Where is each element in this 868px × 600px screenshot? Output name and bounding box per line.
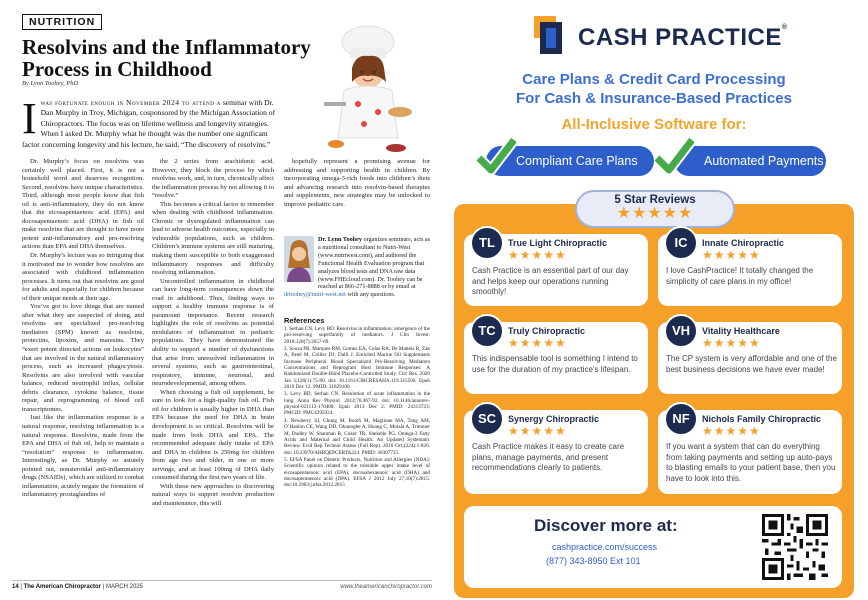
review-practice-name: Truly Chiropractic bbox=[508, 326, 586, 336]
author-bio-tail: with any questions. bbox=[347, 291, 396, 299]
publication-name: The American Chiropractor bbox=[23, 584, 102, 590]
paragraph: This becomes a critical factor to remember when dealing with childhood inflammation. Chronic or dysregulated inflammation can lead to adverse health outcomes, especially in vulnerable populations, such as children. Children’s immune systems are still maturing, making them susceptible to both exaggerated inflammatory responses and difficulty resolving inflammation. bbox=[152, 200, 274, 277]
author-name: Dr. Lynn Toohey bbox=[318, 236, 362, 243]
ad-subhead: All-Inclusive Software for: bbox=[561, 116, 747, 133]
cash-practice-ad bbox=[440, 0, 868, 600]
review-initials: SC bbox=[470, 402, 504, 436]
review-text: This indispensable tool is something I intend to use for the duration of my practice's lifespan. bbox=[472, 354, 638, 374]
brand-name: CASH PRACTICE bbox=[578, 24, 782, 51]
review-practice-name: Vitality Healthcare bbox=[702, 326, 780, 336]
byline: By Lynn Toohey, PhD bbox=[22, 80, 79, 87]
discover-title: Discover more at: bbox=[534, 516, 678, 535]
references-heading: References bbox=[284, 316, 325, 325]
review-stars: ★★★★★ bbox=[702, 336, 761, 350]
author-bio-text: organizes seminars, acts as a nutritional consultant to Nutri-West (www.nutriwest.com), and authored the Functional Health Evaluation program that analyzes blood tests and DNA raw data (www.FHEcloud.com). Dr. Toohey can be reached at 866-271-8888 or by email at bbox=[318, 236, 431, 291]
review-practice-name: Innate Chiropractic bbox=[702, 238, 785, 248]
author-photo bbox=[284, 236, 314, 282]
discover-url[interactable]: cashpractice.com/success bbox=[552, 542, 658, 552]
paragraph: Dr. Murphy’s focus on resolvins was certainly well placed. First, it is not a household word and deserves recognition. Second, resolvins have unique characteristics. Third, although most people know that fish oil is anti-inflammatory, they do not know that the eicosapentaenoic acid (EPA) and docosapentaenoic acid (DHA) in fish oil make resolvins that are thought to have more potent anti-inflammatory and pro-resolving actions than EPA and DHA themselves. bbox=[22, 158, 144, 251]
review-card bbox=[464, 322, 648, 394]
review-stars: ★★★★★ bbox=[508, 248, 567, 262]
drop-cap: I bbox=[22, 94, 37, 143]
headline-line-2: For Cash & Insurance-Based Practices bbox=[516, 90, 792, 107]
article-column-3 bbox=[284, 158, 430, 209]
article-title: Resolvins and the Inflammatory Process in Childhood bbox=[22, 35, 311, 81]
review-card bbox=[658, 410, 842, 494]
paragraph: Uncontrolled inflammation in childhood can have long-term consequences down the road in adulthood. Thus, finding ways to support a healthy immune response is of paramount importance. Recent research highlights the role of resolvins as potential modulators of inflammation in pediatric populations. They have demonstrated the ability to support a number of dysfunctions that arise from unresolved inflammation in several systems, such as gastrointestinal, respiratory, immune, neuronal, and neurodevelopmental, among others. bbox=[152, 277, 274, 388]
ad-headline bbox=[440, 70, 868, 108]
brand-registered-mark: ® bbox=[781, 24, 788, 31]
feature-pill-payments bbox=[674, 146, 826, 176]
page-footer bbox=[12, 580, 432, 592]
review-card bbox=[658, 234, 842, 306]
paragraph: You’ve got to love things that are named after what they are suspected of doing, and resolvins are specialized pro-resolving mediators (SPM) known as resolvins, protectins, lipoxins, and maresins. They “exert potent directed actions on leukocytes” that are involved in the natural inflammatory process, such as increased phagocytosis. Resolvins are also involved with vascular balance, reduced neutrophil influx, cellular debris clearance, cytokine balance, tissue repair, and reprogramming of blood cell transcriptomes. bbox=[22, 303, 144, 413]
checkmark-icon bbox=[654, 136, 694, 176]
review-text: Cash Practice is an essential part of our day and helps keep our operations running smoothly! bbox=[472, 266, 629, 296]
qr-code-icon[interactable] bbox=[762, 514, 828, 580]
cash-practice-logo-icon bbox=[534, 16, 568, 60]
review-text: If you want a system that can do everything from taking payments and setting up auto-pays to blasting emails to your patient base, then you have to look into this. bbox=[666, 442, 836, 483]
reference-item: 4. Newberry SJ, Chung M, Booth M, Maglione MA, Tang AM, O’Hanlon CE, Wang DD, Okunogbe A, Huang C, Motala A, Trimmer M, Dudley W, Shanman R, Coker TR, Shekelle PG. Omega-3 Fatty Acids and Maternal and Child Health: An Updated Systematic Review. Evid Rep Technol Assess (Full Rep). 2016 Oct;(224):1-826. doi: 10.23970/AHRQEPCERTA224. PMID: 30307735. bbox=[284, 417, 430, 456]
paragraph: the 2 series from arachidonic acid. However, they block the process by which resolvins work, and, in turn, chronically affect the inflammation process by not allowing it to “resolve.” bbox=[152, 158, 275, 200]
references-list bbox=[284, 326, 430, 490]
feature-label: Automated Payments bbox=[704, 154, 824, 168]
paragraph: hopefully represent a promising avenue for addressing and supporting health in children. By incorporating omega-3-rich foods into children’s diets and advancing research into resolvin-based therapies and supplements, new strategies may be unlocked to improve pediatric care. bbox=[284, 158, 430, 208]
discover-phone[interactable]: (877) 343-8950 Ext 101 bbox=[546, 556, 641, 566]
review-card bbox=[464, 410, 648, 494]
footer-left: 14 | The American Chiropractor | MARCH 2025 bbox=[12, 584, 143, 590]
review-text: I love CashPractice! It totally changed the simplicity of care plans in my office! bbox=[666, 266, 814, 286]
review-stars: ★★★★★ bbox=[702, 424, 761, 438]
review-card bbox=[658, 322, 842, 394]
reviews-stars: ★★★★★ bbox=[616, 205, 694, 222]
reference-item: 3. Levy BD, Serhan CN. Resolution of acute inflammation in the lung. Annu Rev Physiol. 2014;76:467-92. doi: 10.1146/annurev-physiol-021113-170408. Epub 2013 Dec 2. PMID: 24313723; PMCID: PMC4295924. bbox=[284, 391, 430, 417]
review-initials: TC bbox=[470, 314, 504, 348]
review-practice-name: Synergy Chiropractic bbox=[508, 414, 600, 424]
lede-text: seminar with Dr. Dan Murphy in Troy, Michigan, cosponsored by the Michigan Association of Chiropractors. The focus was on lifetime wellness and longevity strategies. When I asked Dr. Murphy what he thought was the number one significant factor concerning longevity and his lecture, he said, “The discovery of resolvins.” bbox=[22, 98, 276, 149]
feature-label: Compliant Care Plans bbox=[516, 154, 638, 168]
review-stars: ★★★★★ bbox=[508, 424, 567, 438]
lede-smallcaps: was fortunate enough in November 2024 to attend a bbox=[40, 98, 221, 107]
review-stars: ★★★★★ bbox=[702, 248, 761, 262]
paragraph: When choosing a fish oil supplement, be sure to look for a high-quality fish oil. Fish oil for children is usually higher in DHA than EPA because the need for DHA in brain development is so critical. Resolvins will be made from both DHA and EPA. The recommended adequate daily intake of EPA and DHA in children is 250mg for children from age two and older, in one or more servings, and at least 100mg of DHA daily consumed during the first two years of life. bbox=[152, 388, 274, 482]
child-chef-illustration bbox=[300, 20, 430, 160]
discover-more-box bbox=[464, 506, 842, 588]
review-text: The CP system is very affordable and one of the best business decisions we have ever made! bbox=[666, 354, 837, 374]
reviews-title: 5 Star Reviews bbox=[614, 194, 696, 206]
section-tag: NUTRITION bbox=[22, 14, 102, 30]
review-initials: NF bbox=[664, 402, 698, 436]
issue-date: MARCH 2025 bbox=[105, 584, 143, 590]
article-column-2 bbox=[152, 158, 274, 508]
review-initials: VH bbox=[664, 314, 698, 348]
review-practice-name: True Light Chiropractic bbox=[508, 238, 608, 248]
headline-line-1: Care Plans & Credit Card Processing bbox=[522, 71, 786, 88]
checkmark-icon bbox=[476, 136, 516, 176]
review-initials: IC bbox=[664, 226, 698, 260]
page-number: 14 bbox=[12, 584, 19, 590]
review-stars: ★★★★★ bbox=[508, 336, 567, 350]
brand-logo bbox=[534, 16, 788, 60]
paragraph: Dr. Murphy’s lecture was so intriguing that it motivated me to wonder how resolvins are associated with childhood inflammation processes. It turns out that resolvins are good for adults and especially for children because of their unique needs at their age. bbox=[22, 252, 144, 302]
paragraph: With these new approaches to discovering natural ways to support resolvin production and maintenance, this will bbox=[152, 482, 274, 507]
author-bio bbox=[284, 236, 434, 299]
footer-url[interactable]: www.theamericanchiropractor.com bbox=[340, 584, 432, 590]
review-text: Cash Practice makes it easy to create care plans, manage payments, and present recommendations clearly to patients. bbox=[472, 442, 625, 472]
reference-item: 1. Serhan CN, Levy BD. Resolvins in inflammation: emergence of the pro-resolving superfamily of mediators. J Clin Invest. 2018;128(7):2657-69. bbox=[284, 326, 430, 345]
author-email-link[interactable]: drtoohey@nutri-west.net bbox=[284, 291, 346, 299]
review-card bbox=[464, 234, 648, 306]
article-lede bbox=[22, 94, 282, 150]
review-initials: TL bbox=[470, 226, 504, 260]
reference-item: 5. EFSA Panel on Dietetic Products, Nutrition and Allergies (NDA): Scientific opinion related to the tolerable upper intake level of eicosapentaenoic acid (EPA), docosahexaenoic acid (DHA) and docosapentaenoic acid (DPA). EFSA J 2012 July 27;10(7):2815. doi:10.2903/j.efsa.2012.2815 bbox=[284, 456, 430, 489]
review-practice-name: Nichols Family Chiropractic bbox=[702, 414, 822, 424]
paragraph: Just like the inflammation response is a natural response, resolving inflammation is a natural response. Resolvins, made from the EPA and DHA of fish oil, help to maintain a “resolution” response to inflammation. Interestingly, as Dr. Murphy so astutely pointed out, nonsteroidal anti-inflammatory drugs (NSAIDs), which are utilized to combat inflammation, acutely negate the formation of inflammatory prostaglandins of bbox=[22, 414, 144, 499]
reviews-badge bbox=[575, 190, 735, 228]
reference-item: 2. Souza PR, Marques RM, Gomez EA, Colas RA, De Matteis R, Zak A, Patel M, Collier DJ, Dalli J. Enriched Marine Oil Supplements Increase Peripheral Blood Specialized Pro-Resolving Mediators Concentrations and Reprogram Host Immune Responses: A Randomized Double-Blind Placebo-Controlled Study. Circ Res. 2020 Jan 3;126(1):75-90. doi: 10.1161/CIRCRESAHA.119.315506. Epub 2019 Dec 12. PMID: 31829100. bbox=[284, 346, 430, 391]
article-column-1 bbox=[22, 158, 144, 500]
